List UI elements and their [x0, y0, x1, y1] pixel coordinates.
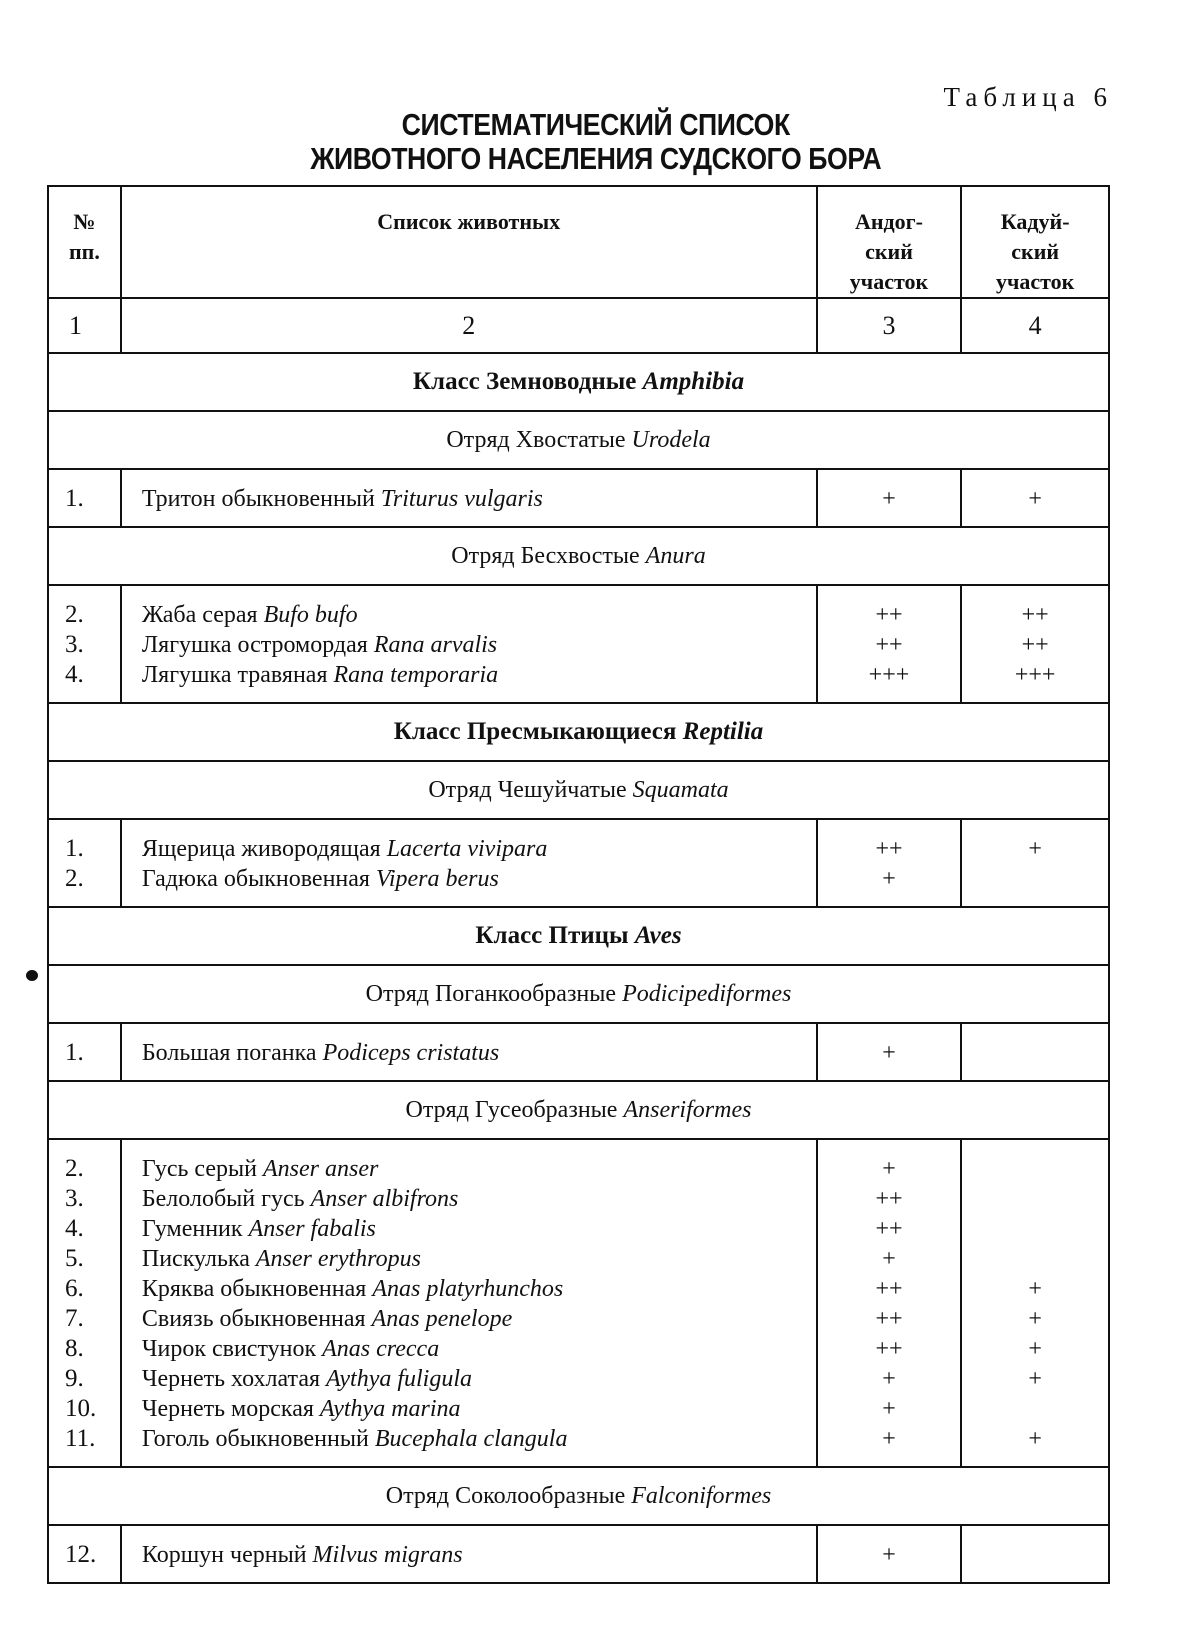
order-heading — [48, 411, 1109, 469]
header-kaduy-line: ский — [1011, 239, 1060, 264]
header-number-line: № — [73, 209, 96, 234]
class-heading-row — [48, 353, 1109, 411]
order-name-ru: Отряд Гусеобразные — [405, 1096, 624, 1123]
species-name-ru: Большая поганка — [141, 1040, 323, 1066]
species-name-latin: Anser erythropus — [255, 1246, 421, 1272]
kaduy-presence-cell — [961, 1139, 1109, 1467]
andog-presence-cell — [817, 1023, 962, 1081]
species-name-ru: Пискулька — [141, 1246, 256, 1272]
andog-abundance-mark: ++ — [875, 1186, 903, 1212]
kaduy-abundance-mark: + — [1028, 1426, 1042, 1452]
header-kaduy-site — [961, 186, 1109, 298]
andog-abundance-mark: + — [882, 1396, 896, 1422]
species-name-latin: Rana temporaria — [333, 662, 499, 688]
species-entry — [142, 864, 816, 894]
species-name-latin: Vipera berus — [375, 866, 499, 892]
species-group-row — [48, 1139, 1109, 1467]
andog-abundance-mark: ++ — [875, 602, 903, 628]
species-name-latin: Milvus migrans — [312, 1542, 463, 1568]
order-heading — [48, 527, 1109, 585]
document-title — [82, 108, 1110, 176]
column-number-row — [48, 298, 1109, 353]
species-numbers-cell — [48, 819, 121, 907]
species-number: 9. — [65, 1365, 84, 1392]
kaduy-abundance-mark — [962, 1244, 1108, 1274]
order-heading — [48, 965, 1109, 1023]
andog-abundance-mark: ++ — [875, 1336, 903, 1362]
class-heading-row — [48, 703, 1109, 761]
andog-abundance-mark: ++ — [875, 632, 903, 658]
species-number: 6. — [65, 1275, 84, 1302]
species-name-ru: Чернеть хохлатая — [141, 1366, 327, 1392]
species-entry — [142, 1334, 816, 1364]
order-heading-row — [48, 1081, 1109, 1139]
title-line-2: ЖИВОТНОГО НАСЕЛЕНИЯ СУДСКОГО БОРА — [310, 141, 882, 176]
species-name-latin: Anser fabalis — [248, 1216, 376, 1242]
species-name-latin: Anas crecca — [322, 1336, 440, 1362]
species-numbers-cell — [48, 469, 121, 527]
species-number: 7. — [65, 1305, 84, 1332]
class-name-ru: Класс Пресмыкающиеся — [393, 718, 683, 745]
kaduy-presence-cell — [961, 819, 1109, 907]
species-numbers-cell — [48, 1023, 121, 1081]
class-heading — [48, 703, 1109, 761]
order-heading — [48, 761, 1109, 819]
order-heading — [48, 1081, 1109, 1139]
order-name-ru: Отряд Хвостатые — [446, 426, 632, 453]
column-number: 3 — [817, 298, 962, 353]
species-name-latin: Anser albifrons — [310, 1186, 459, 1212]
species-number: 5. — [65, 1245, 84, 1272]
species-number: 2. — [65, 865, 84, 892]
order-name-latin: Falconiformes — [631, 1482, 772, 1509]
species-names-cell — [121, 1023, 817, 1081]
header-andog-line: Андог- — [854, 209, 923, 234]
andog-abundance-mark: + — [882, 1040, 896, 1066]
species-number: 3. — [65, 631, 84, 658]
species-number: 1. — [65, 835, 84, 862]
andog-presence-cell — [817, 819, 962, 907]
species-name-latin: Anas penelope — [371, 1306, 513, 1332]
species-name-latin: Anser anser — [263, 1156, 379, 1182]
species-number: 12. — [65, 1541, 97, 1568]
order-name-ru: Отряд Поганкообразные — [365, 980, 623, 1007]
kaduy-abundance-mark: + — [1028, 1276, 1042, 1302]
class-name-ru: Класс Земноводные — [412, 368, 643, 395]
species-name-latin: Rana arvalis — [373, 632, 498, 658]
kaduy-abundance-mark — [962, 1394, 1108, 1424]
header-kaduy-line: Кадуй- — [1000, 209, 1070, 234]
andog-abundance-mark: +++ — [868, 662, 910, 688]
species-name-ru: Чирок свистунок — [141, 1336, 323, 1362]
species-entry — [142, 1214, 816, 1244]
andog-presence-cell — [817, 469, 962, 527]
species-name-latin: Anas platyrhunchos — [372, 1276, 564, 1302]
andog-abundance-mark: ++ — [875, 1306, 903, 1332]
table-body — [48, 298, 1109, 1583]
species-entry — [142, 1364, 816, 1394]
order-heading-row — [48, 1467, 1109, 1525]
andog-presence-cell — [817, 1139, 962, 1467]
class-heading-row — [48, 907, 1109, 965]
kaduy-abundance-mark: ++ — [1021, 602, 1049, 628]
species-group-row — [48, 1525, 1109, 1583]
order-name-latin: Anseriformes — [623, 1096, 752, 1123]
kaduy-abundance-mark: ++ — [1021, 632, 1049, 658]
species-entry — [142, 1394, 816, 1424]
species-entry — [142, 660, 816, 690]
species-name-ru: Чернеть морская — [141, 1396, 320, 1422]
header-andog-line: ский — [865, 239, 913, 264]
species-entry — [142, 1540, 816, 1570]
species-number: 11. — [65, 1425, 96, 1452]
header-kaduy-line: участок — [995, 269, 1075, 294]
class-name-latin: Aves — [634, 922, 682, 949]
species-number: 1. — [65, 485, 84, 512]
species-group-row — [48, 819, 1109, 907]
species-number: 2. — [65, 1155, 84, 1182]
species-name-latin: Podiceps cristatus — [322, 1040, 500, 1066]
table-number-label: Таблица 6 — [943, 82, 1113, 112]
column-number: 1 — [48, 298, 121, 353]
species-entry — [142, 1154, 816, 1184]
header-andog-site — [817, 186, 962, 298]
species-name-ru: Гоголь обыкновенный — [141, 1426, 375, 1452]
kaduy-abundance-mark: +++ — [1014, 662, 1056, 688]
andog-abundance-mark: + — [882, 1542, 896, 1568]
class-name-latin: Reptilia — [682, 718, 764, 745]
species-entry — [142, 1038, 816, 1068]
species-name-ru: Гадюка обыкновенная — [141, 866, 376, 892]
header-number — [48, 186, 121, 298]
species-name-latin: Aythya marina — [319, 1396, 461, 1422]
andog-presence-cell — [817, 585, 962, 703]
andog-abundance-mark: + — [882, 1156, 896, 1182]
species-name-latin: Triturus vulgaris — [380, 486, 543, 512]
order-heading-row — [48, 411, 1109, 469]
kaduy-abundance-mark — [962, 1038, 1108, 1068]
species-entry — [142, 1424, 816, 1454]
class-heading — [48, 353, 1109, 411]
species-number: 10. — [65, 1395, 97, 1422]
species-number: 4. — [65, 1215, 84, 1242]
species-name-ru: Гуменник — [141, 1216, 249, 1242]
header-species-list: Список животных — [121, 186, 817, 298]
andog-abundance-mark: ++ — [875, 1276, 903, 1302]
species-entry — [142, 600, 816, 630]
order-name-latin: Urodela — [631, 426, 711, 453]
species-table — [47, 185, 1110, 1584]
kaduy-abundance-mark — [962, 1184, 1108, 1214]
order-name-latin: Anura — [645, 542, 706, 569]
species-numbers-cell — [48, 1139, 121, 1467]
andog-presence-cell — [817, 1525, 962, 1583]
species-name-latin: Bucephala clangula — [374, 1426, 568, 1452]
kaduy-abundance-mark — [962, 1154, 1108, 1184]
kaduy-abundance-mark — [962, 864, 1108, 894]
class-name-ru: Класс Птицы — [475, 922, 635, 949]
species-number: 8. — [65, 1335, 84, 1362]
species-entry — [142, 1184, 816, 1214]
class-heading — [48, 907, 1109, 965]
kaduy-abundance-mark: + — [1028, 1366, 1042, 1392]
header-number-line: пп. — [69, 239, 100, 264]
species-number: 2. — [65, 601, 84, 628]
species-name-ru: Коршун черный — [141, 1542, 313, 1568]
kaduy-abundance-mark: + — [1028, 1336, 1042, 1362]
species-number: 4. — [65, 661, 84, 688]
andog-abundance-mark: ++ — [875, 836, 903, 862]
kaduy-presence-cell — [961, 1023, 1109, 1081]
order-name-latin: Podicipediformes — [622, 980, 792, 1007]
print-speck — [26, 970, 38, 981]
species-name-ru: Свиязь обыкновенная — [141, 1306, 372, 1332]
header-andog-line: участок — [849, 269, 929, 294]
species-names-cell — [121, 1139, 817, 1467]
species-number: 1. — [65, 1039, 84, 1066]
species-group-row — [48, 1023, 1109, 1081]
species-entry — [142, 834, 816, 864]
order-name-ru: Отряд Бесхвостые — [451, 542, 646, 569]
species-name-latin: Aythya fuligula — [326, 1366, 473, 1392]
species-entry — [142, 630, 816, 660]
kaduy-abundance-mark: + — [1028, 486, 1042, 512]
order-heading-row — [48, 527, 1109, 585]
order-heading-row — [48, 965, 1109, 1023]
species-entry — [142, 484, 816, 514]
species-numbers-cell — [48, 1525, 121, 1583]
species-name-ru: Гусь серый — [141, 1156, 263, 1182]
species-entry — [142, 1274, 816, 1304]
kaduy-presence-cell — [961, 585, 1109, 703]
species-names-cell — [121, 819, 817, 907]
class-name-latin: Amphibia — [642, 368, 745, 395]
species-names-cell — [121, 1525, 817, 1583]
order-name-latin: Squamata — [632, 776, 729, 803]
andog-abundance-mark: ++ — [875, 1216, 903, 1242]
andog-abundance-mark: + — [882, 1426, 896, 1452]
column-number: 4 — [961, 298, 1109, 353]
species-name-latin: Bufo bufo — [263, 602, 358, 628]
title-line-1: СИСТЕМАТИЧЕСКИЙ СПИСОК — [401, 107, 790, 142]
species-name-ru: Лягушка травяная — [141, 662, 334, 688]
species-entry — [142, 1304, 816, 1334]
order-heading-row — [48, 761, 1109, 819]
andog-abundance-mark: + — [882, 866, 896, 892]
kaduy-presence-cell — [961, 469, 1109, 527]
species-name-ru: Ящерица живородящая — [141, 836, 387, 862]
species-name-ru: Тритон обыкновенный — [141, 486, 381, 512]
kaduy-abundance-mark — [962, 1214, 1108, 1244]
species-name-ru: Жаба серая — [141, 602, 264, 628]
species-group-row — [48, 585, 1109, 703]
species-names-cell — [121, 469, 817, 527]
species-name-ru: Лягушка остромордая — [141, 632, 374, 658]
species-number: 3. — [65, 1185, 84, 1212]
species-names-cell — [121, 585, 817, 703]
andog-abundance-mark: + — [882, 1366, 896, 1392]
kaduy-abundance-mark: + — [1028, 836, 1042, 862]
kaduy-abundance-mark: + — [1028, 1306, 1042, 1332]
species-entry — [142, 1244, 816, 1274]
andog-abundance-mark: + — [882, 486, 896, 512]
kaduy-presence-cell — [961, 1525, 1109, 1583]
order-heading — [48, 1467, 1109, 1525]
species-name-ru: Кряква обыкновенная — [141, 1276, 373, 1302]
species-numbers-cell — [48, 585, 121, 703]
species-name-latin: Lacerta vivipara — [386, 836, 548, 862]
kaduy-abundance-mark — [962, 1540, 1108, 1570]
order-name-ru: Отряд Чешуйчатые — [428, 776, 633, 803]
species-group-row — [48, 469, 1109, 527]
andog-abundance-mark: + — [882, 1246, 896, 1272]
order-name-ru: Отряд Соколообразные — [385, 1482, 632, 1509]
species-name-ru: Белолобый гусь — [141, 1186, 311, 1212]
column-number: 2 — [121, 298, 817, 353]
header-row — [48, 186, 1109, 298]
